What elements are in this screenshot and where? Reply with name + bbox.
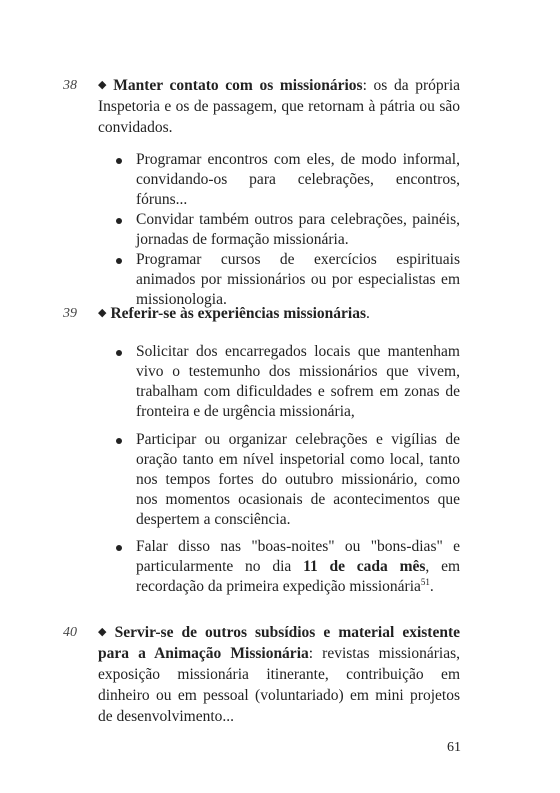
diamond-bullet-icon: ◆ — [98, 626, 111, 638]
list-item-text: . — [429, 578, 434, 595]
diamond-bullet-icon: ◆ — [98, 79, 110, 91]
list-item-text: Programar encontros com eles, de modo informal, convidando-os para celebrações, encontros, fóruns... — [136, 151, 460, 208]
bullet-dot-icon — [116, 438, 122, 444]
section-lead — [98, 303, 460, 324]
section-text: : os da própria Inspetoria e os de passagem, que retornam à pátria ou são convidados. — [98, 77, 461, 136]
list-item — [116, 342, 460, 422]
bullet-dot-icon — [116, 350, 122, 356]
list-item-text: Convidar também outros para celebrações, painéis, jornadas de formação missionária. — [136, 211, 460, 248]
list-item-text: Participar ou organizar celebrações e vigílias de oração tanto em nível inspetorial como local, tanto nos tempos fortes do outubro missionário, como nos momentos ocasionais de acontecimentos que despertem a consciência. — [136, 431, 460, 528]
bullet-list — [116, 430, 460, 530]
list-item-text: Solicitar dos encarregados locais que mantenham vivo o testemunho dos missionários que vivem, trabalham com dificuldades e sofrem em zonas de fronteira e de urgência missionária, — [136, 343, 460, 420]
bullet-list — [116, 342, 460, 422]
page-number: 61 — [447, 740, 461, 755]
list-item — [116, 210, 460, 250]
section-title: Referir-se às experiências missionárias — [110, 305, 367, 322]
bullet-list — [116, 537, 460, 597]
list-item — [116, 250, 460, 310]
list-item-emphasis: 11 de cada mês — [303, 558, 426, 575]
section-lead — [98, 75, 460, 138]
bullet-list — [116, 150, 460, 310]
bullet-dot-icon — [116, 545, 122, 551]
list-item — [116, 150, 460, 210]
bullet-dot-icon — [116, 258, 122, 264]
section-text: . — [366, 305, 370, 322]
diamond-bullet-icon: ◆ — [98, 307, 107, 319]
list-item-text: , em recordação da primeira expedição missionária — [136, 558, 461, 595]
bullet-dot-icon — [116, 158, 122, 164]
list-item-text: Programar cursos de exercícios espirituais animados por missionários ou por especialistas em missionologia. — [136, 251, 460, 308]
section-number: 39 — [63, 306, 77, 321]
section-number: 40 — [63, 625, 77, 640]
list-item-text: Falar disso nas "boas-noites" ou "bons-dias" e particularmente no dia — [136, 538, 460, 575]
bullet-dot-icon — [116, 218, 122, 224]
section-title: Manter contato com os missionários — [113, 77, 363, 94]
section-lead — [98, 622, 460, 727]
footnote-ref: 51 — [420, 577, 430, 587]
list-item — [116, 430, 460, 530]
section-text: : revistas missionárias, exposição missionária itinerante, contribuição em dinheiro ou em pessoal (voluntariado) em mini projetos de desenvolvimento... — [98, 645, 460, 725]
section-title: Servir-se de outros subsídios e material existente para a Animação Missionária — [98, 624, 460, 662]
section-number: 38 — [63, 78, 77, 93]
list-item — [116, 537, 460, 597]
